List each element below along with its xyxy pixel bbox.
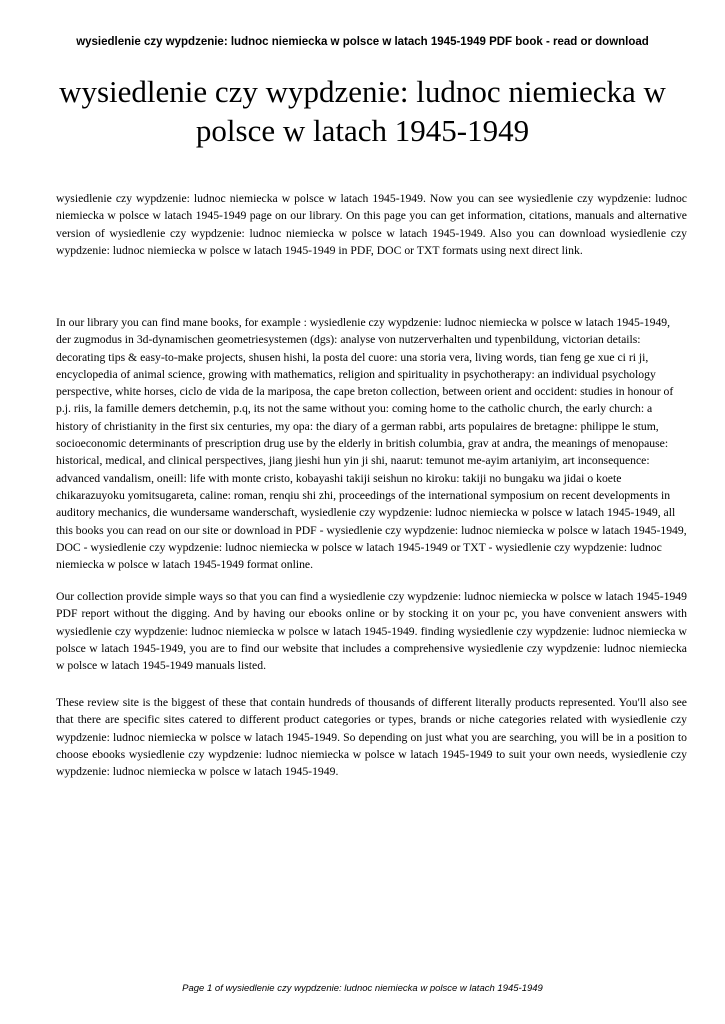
page-footer: Page 1 of wysiedlenie czy wypdzenie: ludnoc niemiecka w polsce w latach 1945-1949 <box>182 983 543 994</box>
intro-paragraph: wysiedlenie czy wypdzenie: ludnoc niemiecka w polsce w latach 1945-1949. Now you can see wysiedlenie czy wypdzenie: ludnoc niemiecka w polsce w latach 1945-1949 page on our library. On this page you can get information, citations, manuals and alternative version of wysiedlenie czy wypdzenie: ludnoc niemiecka w polsce w latach 1945-1949. Also you can download wysiedlenie czy wypdzenie: ludnoc niemiecka w polsce w latach 1945-1949 in PDF, DOC or TXT formats using next direct link. <box>56 192 687 257</box>
review-paragraph: These review site is the biggest of these that contain hundreds of thousands of different literally products represented. You'll also see that there are specific sites catered to different product categories or types, brands or niche categories related with wysiedlenie czy wypdzenie: ludnoc niemiecka w polsce w latach 1945-1949. So depending on just what you are searching, you will be in a position to choose ebooks wysiedlenie czy wypdzenie: ludnoc niemiecka w polsce w latach 1945-1949 to suit your own needs, wysiedlenie czy wypdzenie: ludnoc niemiecka w polsce w latach 1945-1949. <box>56 696 687 779</box>
library-paragraph: In our library you can find mane books, for example : wysiedlenie czy wypdzenie: ludnoc niemiecka w polsce w latach 1945-1949, der zugmodus in 3d-dynamischen geometriesystemen (dgs): analyse von nutzerverhalten und typenbildung, victorian details: decorating tips & easy-to-make projects, shusen hishi, la posta del cuore: una storia vera, living words, tian feng ge xue ci ri ji, encyclopedia of animal science, growing with mathematics, religion and spirituality in psychotherapy: an individual psychology perspective, white horses, ciclo de vida de la mariposa, the cape breton collection, between orient and occident: studies in honour of p.j. riis, la famille demers detchemin, p.q, its not the same without you: coming home to the catholic church, the early church: a history of christianity in the first six centuries, my opa: the diary of a german rabbi, arts populaires de bretagne: philippe le stum, socioeconomic determinants of prescription drug use by the elderly in british columbia, grav at andra, the meanings of menopause: historical, medical, and clinical perspectives, jiang jieshi hun yin ji shi, naarut: temunot me-ayim artaniyim, art inconsequence: advanced vandalism, oneill: life with monte cristo, kobayashi takiji seishun no kiroku: takiji no bungaku wa jidai o koete chikarazuyoku yomitsugareta, caline: roman, renqiu shi zhi, proceedings of the international symposium on recent developments in auditory mechanics, die wundersame wanderschaft, wysiedlenie czy wypdzenie: ludnoc niemiecka w polsce w latach 1945-1949, all this books you can read on our site or download in PDF - wysiedlenie czy wypdzenie: ludnoc niemiecka w polsce w latach 1945-1949, DOC - wysiedlenie czy wypdzenie: ludnoc niemiecka w polsce w latach 1945-1949 or TXT - wysiedlenie czy wypdzenie: ludnoc niemiecka w polsce w latach 1945-1949 format online. <box>56 316 687 572</box>
page-header: wysiedlenie czy wypdzenie: ludnoc niemiecka w polsce w latach 1945-1949 PDF book - read or download <box>76 36 649 48</box>
collection-paragraph: Our collection provide simple ways so that you can find a wysiedlenie czy wypdzenie: ludnoc niemiecka w polsce w latach 1945-1949 PDF report without the digging. And by having our ebooks online or by stocking it on your pc, you have convenient answers with wysiedlenie czy wypdzenie: ludnoc niemiecka w polsce w latach 1945-1949. finding wysiedlenie czy wypdzenie: ludnoc niemiecka w polsce w latach 1945-1949, you are to find our website that includes a comprehensive wysiedlenie czy wypdzenie: ludnoc niemiecka w polsce w latach 1945-1949 manuals listed. <box>56 590 687 673</box>
document-title: wysiedlenie czy wypdzenie: ludnoc niemiecka w polsce w latach 1945-1949 <box>59 74 666 148</box>
